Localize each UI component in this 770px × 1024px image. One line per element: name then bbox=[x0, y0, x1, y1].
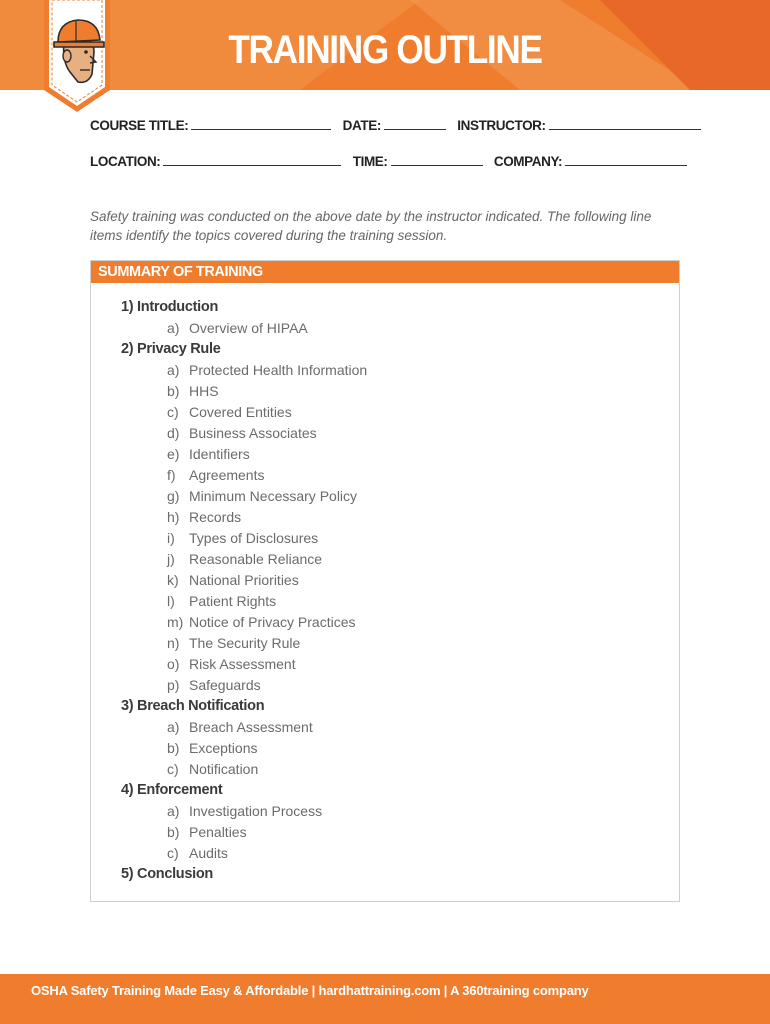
item-text: Types of Disclosures bbox=[189, 530, 319, 546]
item-letter: f) bbox=[167, 467, 176, 483]
instructor-field[interactable] bbox=[549, 118, 701, 130]
outline-section bbox=[121, 780, 367, 801]
item-text: The Security Rule bbox=[189, 635, 301, 651]
time-field[interactable] bbox=[391, 154, 483, 166]
section-title: Breach Notification bbox=[137, 698, 265, 714]
outline-item bbox=[121, 801, 367, 822]
item-letter: g) bbox=[167, 488, 180, 504]
footer-bar bbox=[0, 974, 770, 1024]
item-text: Audits bbox=[189, 845, 228, 861]
location-label: LOCATION: bbox=[90, 154, 161, 169]
outline-item bbox=[121, 738, 367, 759]
item-letter: o) bbox=[167, 656, 180, 672]
item-letter: a) bbox=[167, 719, 180, 735]
outline-item bbox=[121, 654, 367, 675]
outline-section bbox=[121, 696, 367, 717]
section-number: 4) bbox=[121, 782, 134, 798]
location-field[interactable] bbox=[163, 154, 341, 166]
training-outline-list bbox=[121, 297, 367, 885]
item-letter: a) bbox=[167, 362, 180, 378]
page-title: TRAINING OUTLINE bbox=[228, 28, 542, 72]
item-letter: h) bbox=[167, 509, 180, 525]
intro-paragraph: Safety training was conducted on the above date by the instructor indicated. The following line items identify the topics covered during the training session. bbox=[90, 209, 652, 243]
item-text: Safeguards bbox=[189, 677, 261, 693]
item-letter: a) bbox=[167, 320, 180, 336]
section-title: Privacy Rule bbox=[137, 341, 221, 357]
field-row-1 bbox=[90, 118, 701, 133]
outline-item bbox=[121, 675, 367, 696]
instructor-label: INSTRUCTOR: bbox=[457, 118, 546, 133]
outline-item bbox=[121, 717, 367, 738]
item-letter: b) bbox=[167, 824, 180, 840]
summary-box bbox=[90, 260, 680, 902]
section-number: 2) bbox=[121, 341, 134, 357]
item-letter: d) bbox=[167, 425, 180, 441]
section-title: Introduction bbox=[137, 299, 218, 315]
section-number: 3) bbox=[121, 698, 134, 714]
section-number: 1) bbox=[121, 299, 134, 315]
outline-item bbox=[121, 591, 367, 612]
item-text: Breach Assessment bbox=[189, 719, 313, 735]
item-text: Protected Health Information bbox=[189, 362, 368, 378]
item-letter: l) bbox=[167, 593, 175, 609]
date-field[interactable] bbox=[384, 118, 446, 130]
item-text: Overview of HIPAA bbox=[189, 320, 308, 336]
item-letter: a) bbox=[167, 803, 180, 819]
date-label: DATE: bbox=[342, 118, 381, 133]
item-text: National Priorities bbox=[189, 572, 299, 588]
section-title: Enforcement bbox=[137, 782, 223, 798]
item-letter: n) bbox=[167, 635, 180, 651]
item-text: Patient Rights bbox=[189, 593, 277, 609]
outline-item bbox=[121, 486, 367, 507]
item-letter: j) bbox=[167, 551, 175, 567]
item-letter: p) bbox=[167, 677, 180, 693]
item-letter: e) bbox=[167, 446, 180, 462]
item-text: Covered Entities bbox=[189, 404, 292, 420]
item-letter: b) bbox=[167, 383, 180, 399]
item-text: Exceptions bbox=[189, 740, 258, 756]
item-text: Identifiers bbox=[189, 446, 250, 462]
outline-item bbox=[121, 612, 367, 633]
course-title-field[interactable] bbox=[191, 118, 331, 130]
item-letter: m) bbox=[167, 614, 184, 630]
item-text: Records bbox=[189, 509, 242, 525]
outline-item bbox=[121, 507, 367, 528]
item-text: Risk Assessment bbox=[189, 656, 296, 672]
item-letter: c) bbox=[167, 761, 179, 777]
item-letter: k) bbox=[167, 572, 179, 588]
section-title: Conclusion bbox=[137, 866, 213, 882]
outline-item bbox=[121, 381, 367, 402]
item-text: Penalties bbox=[189, 824, 247, 840]
outline-item bbox=[121, 822, 367, 843]
outline-item bbox=[121, 423, 367, 444]
outline-item bbox=[121, 402, 367, 423]
company-field[interactable] bbox=[565, 154, 687, 166]
outline-item bbox=[121, 360, 367, 381]
item-letter: c) bbox=[167, 404, 179, 420]
item-text: Notice of Privacy Practices bbox=[189, 614, 356, 630]
field-row-2 bbox=[90, 154, 687, 169]
outline-item bbox=[121, 633, 367, 654]
item-text: Investigation Process bbox=[189, 803, 323, 819]
item-letter: c) bbox=[167, 845, 179, 861]
item-text: Notification bbox=[189, 761, 259, 777]
outline-item bbox=[121, 570, 367, 591]
outline-item bbox=[121, 528, 367, 549]
outline-section bbox=[121, 339, 367, 360]
company-label: COMPANY: bbox=[493, 154, 563, 169]
hardhat-worker-icon bbox=[40, 0, 114, 114]
outline-section bbox=[121, 297, 367, 318]
item-text: Reasonable Reliance bbox=[189, 551, 323, 567]
outline-section bbox=[121, 864, 367, 885]
item-text: Agreements bbox=[189, 467, 265, 483]
header-banner bbox=[0, 0, 770, 90]
item-letter: i) bbox=[167, 530, 175, 546]
outline-item bbox=[121, 759, 367, 780]
section-number: 5) bbox=[121, 866, 134, 882]
outline-item bbox=[121, 465, 367, 486]
course-title-label: COURSE TITLE: bbox=[90, 118, 189, 133]
summary-heading: SUMMARY OF TRAINING bbox=[91, 261, 679, 283]
outline-item bbox=[121, 549, 367, 570]
outline-item bbox=[121, 318, 367, 339]
item-text: Minimum Necessary Policy bbox=[189, 488, 358, 504]
outline-item bbox=[121, 843, 367, 864]
time-label: TIME: bbox=[352, 154, 388, 169]
item-text: Business Associates bbox=[189, 425, 317, 441]
item-letter: b) bbox=[167, 740, 180, 756]
footer-text: OSHA Safety Training Made Easy & Affordable | hardhattraining.com | A 360training company bbox=[31, 983, 589, 998]
item-text: HHS bbox=[189, 383, 219, 399]
outline-item bbox=[121, 444, 367, 465]
